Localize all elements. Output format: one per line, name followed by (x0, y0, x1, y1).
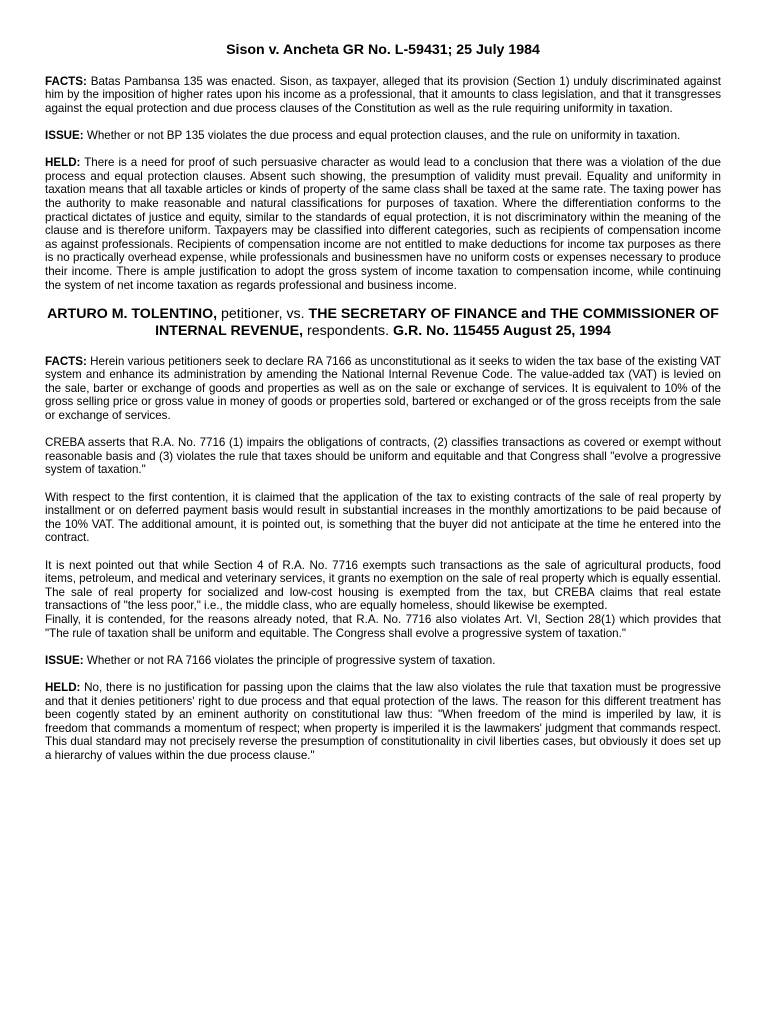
case2-issue-label: ISSUE: (45, 653, 84, 667)
case2-respondents: THE SECRETARY OF FINANCE and THE COMMISSIONER OF INTERNAL REVENUE, (155, 305, 719, 339)
case1-held-text: There is a need for proof of such persuasive character as would lead to a conclusion that there was a violation of the due process and equal protection clauses. Absent such showing, the presumption of validity must prevail. Equality and uniformity in taxation means that all taxable articles or kinds of property of the same class shall be taxed at the same rate. The taxing power has the authority to make reasonable and natural classifications for purposes of taxation. Where the differentiation conforms to the practical dictates of justice and equity, similar to the standards of equal protection, it is not discriminatory within the meaning of the clause and is therefore uniform. Taxpayers may be classified into different categories, such as recipients of compensation income as against professionals. Recipients of compensation income are not entitled to make deductions for income tax purposes as there is no practically overhead expense, while professionals and businessmen have no uniform costs or expenses necessary to produce their income. There is ample justification to adopt the gross system of income taxation to compensation income, while continuing the system of net income taxation as regards professional and business income. (45, 156, 721, 292)
case2-issue-text: Whether or not RA 7166 violates the principle of progressive system of taxation. (83, 653, 496, 667)
case1-issue-text: Whether or not BP 135 violates the due process and equal protection clauses, and the rule on uniformity in taxation. (83, 128, 681, 142)
case2-finally: Finally, it is contended, for the reasons already noted, that R.A. No. 7716 also violates Art. VI, Section 28(1) which provides that "The rule of taxation shall be uniform and equitable. The Congress shall evolve a progressive system of taxation." (45, 612, 721, 640)
case1-held-label: HELD: (45, 156, 81, 170)
case2-creba: CREBA asserts that R.A. No. 7716 (1) impairs the obligations of contracts, (2) classifies transactions as covered or exempt without reasonable basis and (3) violates the rule that taxes should be uniform and equitable and that Congress shall "evolve a progressive system of taxation." (45, 436, 721, 477)
case1-issue (45, 129, 721, 143)
case1-title: Sison v. Ancheta GR No. L-59431; 25 July 1984 (226, 42, 540, 58)
case1-facts-text: Batas Pambansa 135 was enacted. Sison, as taxpayer, alleged that its provision (Section 1) unduly discriminated against him by the imposition of higher rates upon his income as a professional, that it amounts to class legislation, and that it transgresses against the equal protection and due process clauses of the Constitution as well as the rule requiring uniformity in taxation. (45, 74, 721, 115)
case2-issue (45, 654, 721, 668)
case1-facts-label: FACTS: (45, 74, 87, 88)
case2-next-pointed: It is next pointed out that while Section 4 of R.A. No. 7716 exempts such transactions as the sale of agricultural products, food items, petroleum, and medical and veterinary services, it grants no exemption on the sale of real property which is equally essential. The sale of real property for socialized and low-cost housing is exempted from the tax, but CREBA claims that real estate transactions of "the less poor," i.e., the middle class, who are equally homeless, should likewise be exempted. (45, 558, 721, 613)
case1-facts (45, 75, 721, 116)
case1-held (45, 156, 721, 292)
case2-first-contention: With respect to the first contention, it is claimed that the application of the tax to existing contracts of the sale of real property by installment or on deferred payment basis would result in substantial increases in the monthly amortizations to be paid because of the 10% VAT. The additional amount, it is pointed out, is something that the buyer did not anticipate at the time he entered into the contract. (45, 490, 721, 545)
case2-gr-number: G.R. No. 115455 August 25, 1994 (392, 322, 611, 339)
case2-respondents-role: respondents. (303, 322, 393, 339)
case2-held-text: No, there is no justification for passing upon the claims that the law also violates the rule that taxation must be progressive and that it denies petitioners' right to due process and that equal protection of the laws. The reason for this different treatment has been cogently stated by an eminent authority on constitutional law thus: "When freedom of the mind is imperiled by law, it is freedom that commands a momentum of respect; when property is imperiled it is the lawmakers' judgment that commands respect. This dual standard may not precisely reverse the presumption of constitutionality in civil liberties cases, but obviously it does set up a hierarchy of values within the due process clause." (45, 680, 721, 762)
case2-held (45, 681, 721, 763)
case2-held-label: HELD: (45, 680, 81, 694)
case2-facts (45, 355, 721, 423)
case2-petitioner: ARTURO M. TOLENTINO, (47, 305, 218, 322)
case2-title (45, 306, 721, 340)
case2-facts-text: Herein various petitioners seek to declare RA 7166 as unconstitutional as it seeks to widen the tax base of the existing VAT system and enhance its administration by amending the National Internal Revenue Code. The value-added tax (VAT) is levied on the sale, barter or exchange of goods and properties as well as on the sale or exchange of services. It is equivalent to 10% of the gross selling price or gross value in money of goods or properties sold, bartered or exchanged or of the gross receipts from the sale or exchange of services. (45, 354, 721, 423)
case2-facts-label: FACTS: (45, 354, 87, 368)
case1-issue-label: ISSUE: (45, 128, 84, 142)
case2-petitioner-role: petitioner, vs. (217, 305, 309, 322)
